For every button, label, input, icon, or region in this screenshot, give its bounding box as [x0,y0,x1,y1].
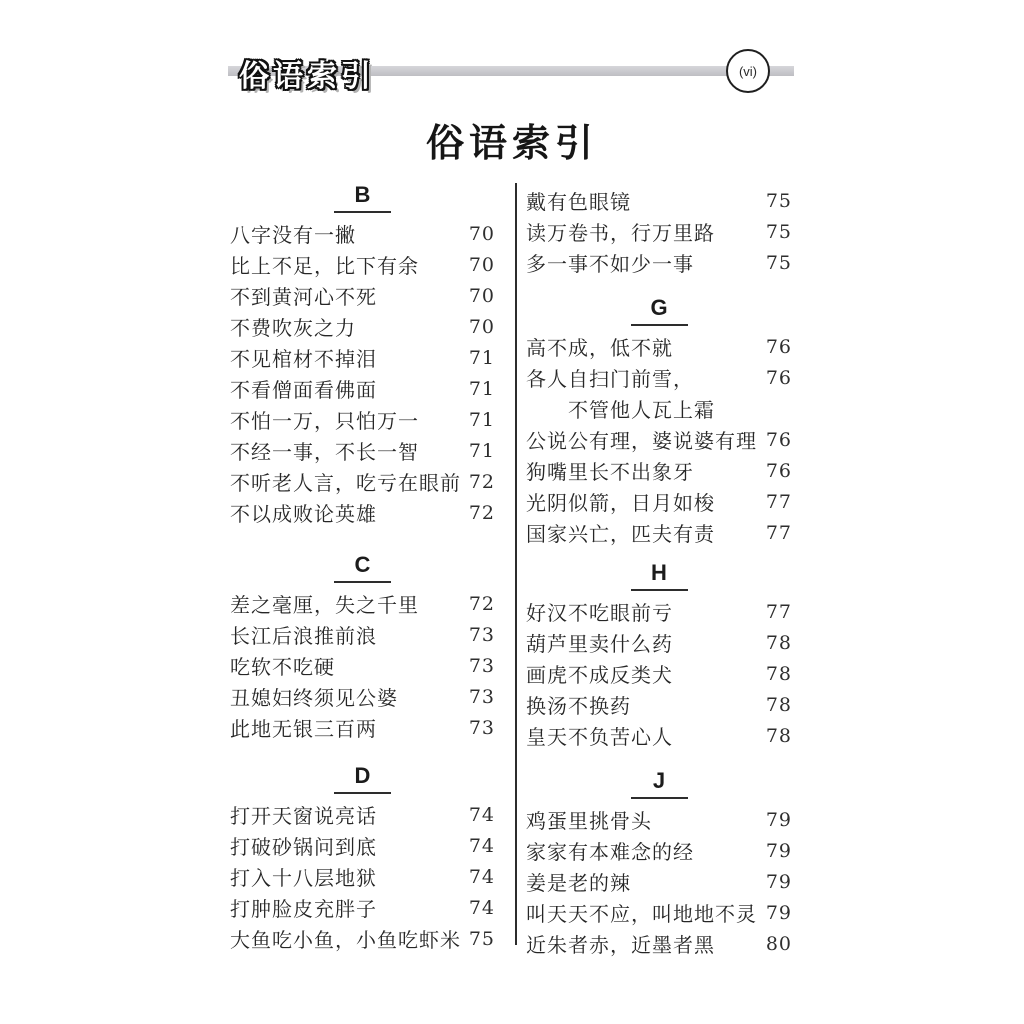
index-entry-row [526,486,792,517]
entry-text: 不费吹灰之力 [230,316,356,340]
entry-page-number: 79 [765,870,792,893]
index-section-G [526,295,792,548]
entry-text: 不到黄河心不死 [230,285,377,309]
entry-text: 不以成败论英雄 [230,502,377,526]
page-number-badge [726,49,770,93]
entry-page-number: 80 [765,932,792,955]
entry-page-number: 70 [468,284,495,307]
entry-text: 读万卷书，行万里路 [526,221,715,245]
index-entry-row [526,424,792,455]
entry-text: 国家兴亡，匹夫有责 [526,522,715,546]
index-entry-row [526,804,792,835]
index-section-C [230,552,495,743]
entry-text: 鸡蛋里挑骨头 [526,809,652,833]
entry-page-number: 75 [765,251,792,274]
entry-page-number: 70 [468,222,495,245]
index-entry-row [526,596,792,627]
index-entry-row [230,311,495,342]
index-entry-row [526,866,792,897]
index-entry-row [230,681,495,712]
entry-text: 戴有色眼镜 [526,190,631,214]
entry-text: 不看僧面看佛面 [230,378,377,402]
index-entry-row [526,247,792,278]
entry-text: 大鱼吃小鱼，小鱼吃虾米 [230,928,461,952]
entry-text: 打破砂锅问到底 [230,835,377,859]
entry-text: 打开天窗说亮话 [230,804,377,828]
entry-page-number: 77 [765,490,792,513]
column-divider [515,183,517,945]
entry-page-number: 75 [765,189,792,212]
index-entry-row [230,861,495,892]
entry-page-number: 70 [468,315,495,338]
entry-page-number: 78 [765,662,792,685]
index-entry-row [230,373,495,404]
index-entry-row [230,280,495,311]
entry-page-number: 79 [765,808,792,831]
entry-text: 姜是老的辣 [526,871,631,895]
index-entry-row [526,897,792,928]
section-letter: H [631,560,688,591]
section-letter: D [334,763,391,794]
entry-page-number: 74 [468,896,495,919]
entry-text: 多一事不如少一事 [526,252,694,276]
entry-text: 不经一事，不长一智 [230,440,419,464]
entry-text: 不听老人言，吃亏在眼前 [230,471,461,495]
entry-page-number: 76 [765,428,792,451]
index-entry-row [230,249,495,280]
index-entry-row [230,923,495,954]
index-entry-row [526,362,792,393]
index-entry-row [230,342,495,373]
section-heading [526,768,792,798]
section-heading [526,295,792,325]
entry-text: 打肿脸皮充胖子 [230,897,377,921]
index-column-2 [526,182,792,959]
entry-text: 画虎不成反类犬 [526,663,673,687]
entry-page-number: 74 [468,834,495,857]
index-entry-row [230,799,495,830]
entry-page-number: 76 [765,366,792,389]
entry-page-number: 72 [468,592,495,615]
index-entry-row [230,588,495,619]
entry-text: 打入十八层地狱 [230,866,377,890]
section-letter: B [334,182,391,213]
entry-page-number: 75 [765,220,792,243]
entry-page-number: 73 [468,716,495,739]
entry-text: 丑媳妇终须见公婆 [230,686,398,710]
entry-page-number: 77 [765,600,792,623]
index-entry-row [526,455,792,486]
index-entry-row [230,218,495,249]
entry-text: 好汉不吃眼前亏 [526,601,673,625]
entry-text: 不见棺材不掉泪 [230,347,377,371]
section-heading [230,763,495,793]
entry-text: 不怕一万，只怕万一 [230,409,419,433]
index-entry-row [230,497,495,528]
index-entry-row [526,517,792,548]
index-entry-row [230,435,495,466]
entry-text: 叫天天不应，叫地地不灵 [526,902,757,926]
section-letter: J [631,768,688,799]
entry-page-number: 78 [765,631,792,654]
index-entry-row [526,627,792,658]
entry-page-number: 73 [468,654,495,677]
entry-text: 葫芦里卖什么药 [526,632,673,656]
section-letter: C [334,552,391,583]
entry-text: 比上不足，比下有余 [230,254,419,278]
entry-page-number: 71 [468,408,495,431]
index-entry-row [526,689,792,720]
index-column-1 [230,182,495,954]
entry-page-number: 79 [765,901,792,924]
index-section-B [230,182,495,528]
entry-text: 近朱者赤，近墨者黑 [526,933,715,957]
entry-text: 高不成，低不就 [526,336,673,360]
index-entry-row [230,404,495,435]
section-heading [230,552,495,582]
entry-text: 八字没有一撇 [230,223,356,247]
entry-page-number: 77 [765,521,792,544]
entry-page-number: 73 [468,623,495,646]
entry-page-number: 75 [468,927,495,950]
index-entry-row [230,466,495,497]
index-entry-row [526,216,792,247]
header-banner-title: 俗语索引 [239,60,375,93]
entry-text: 皇天不负苦心人 [526,725,673,749]
entry-text: 光阴似箭，日月如梭 [526,491,715,515]
entry-text: 换汤不换药 [526,694,631,718]
entry-text: 吃软不吃硬 [230,655,335,679]
index-entry-row [526,658,792,689]
entry-page-number: 72 [468,470,495,493]
index-entry-row [526,331,792,362]
entry-page-number: 74 [468,803,495,826]
entry-page-number: 71 [468,439,495,462]
page-title: 俗语索引 [425,123,598,165]
entry-text: 各人自扫门前雪， [526,367,694,391]
entry-page-number: 76 [765,335,792,358]
entry-page-number: 71 [468,346,495,369]
entry-page-number: 71 [468,377,495,400]
index-entry-row [230,712,495,743]
entry-page-number: 74 [468,865,495,888]
entry-page-number: 70 [468,253,495,276]
entry-text: 差之毫厘，失之千里 [230,593,419,617]
index-entry-row [526,928,792,959]
index-section-J [526,768,792,959]
index-entry-row [230,619,495,650]
index-entry-row [526,720,792,751]
section-letter: G [631,295,688,326]
index-entry-row [230,892,495,923]
entry-text: 公说公有理，婆说婆有理 [526,429,757,453]
entry-page-number: 79 [765,839,792,862]
section-heading [526,560,792,590]
index-entry-row [526,185,792,216]
index-section-D [230,763,495,954]
index-section-continued [526,185,792,278]
entry-text: 不管他人瓦上霜 [568,398,715,422]
entry-page-number: 76 [765,459,792,482]
entry-page-number: 78 [765,693,792,716]
entry-text: 狗嘴里长不出象牙 [526,460,694,484]
entry-text: 长江后浪推前浪 [230,624,377,648]
entry-page-number: 78 [765,724,792,747]
section-heading [230,182,495,212]
index-section-H [526,560,792,751]
index-entry-row [526,393,792,424]
page-number-label: (vi) [738,63,758,79]
entry-text: 家家有本难念的经 [526,840,694,864]
entry-text: 此地无银三百两 [230,717,377,741]
entry-page-number: 72 [468,501,495,524]
index-entry-row [526,835,792,866]
index-entry-row [230,650,495,681]
index-entry-row [230,830,495,861]
entry-page-number: 73 [468,685,495,708]
